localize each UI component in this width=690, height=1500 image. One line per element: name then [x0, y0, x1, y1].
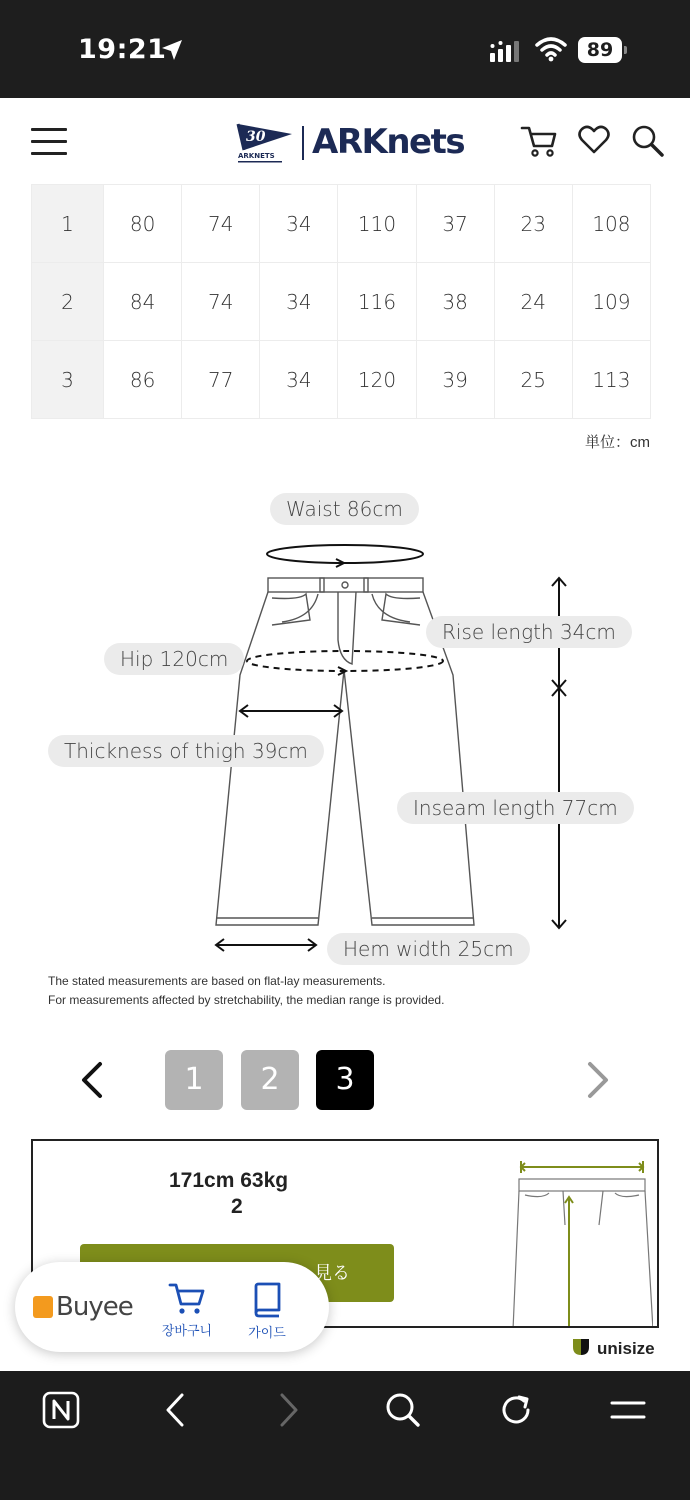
- size-label-cell: 1: [32, 185, 104, 263]
- unisize-brand[interactable]: [571, 1337, 655, 1359]
- rise-length-label: Rise length 34cm: [426, 616, 632, 648]
- cart-icon[interactable]: [520, 124, 558, 158]
- page-button-2[interactable]: 2: [241, 1050, 299, 1110]
- cart-icon: [168, 1282, 206, 1316]
- heart-icon[interactable]: [578, 124, 610, 156]
- back-icon[interactable]: [162, 1391, 188, 1429]
- cell-signal-icon: [490, 40, 524, 62]
- status-time: 19:21: [78, 34, 167, 65]
- table-cell: 34: [260, 263, 338, 341]
- chevron-right-icon[interactable]: [584, 1060, 614, 1100]
- size-label-cell: 2: [32, 263, 104, 341]
- chevron-left-icon[interactable]: [76, 1060, 106, 1100]
- status-bar: [0, 0, 690, 98]
- hamburger-menu-icon[interactable]: [31, 128, 67, 156]
- table-cell: 39: [416, 341, 494, 419]
- measurement-note-1: The stated measurements are based on flat-lay measurements.: [48, 974, 386, 988]
- book-icon: [251, 1282, 283, 1318]
- table-cell: 24: [494, 263, 572, 341]
- hip-label: Hip 120cm: [104, 643, 244, 675]
- table-row: [32, 185, 651, 263]
- size-label-cell: 3: [32, 341, 104, 419]
- page-button-1[interactable]: 1: [165, 1050, 223, 1110]
- buyee-widget: [15, 1262, 329, 1352]
- buyee-bag-icon: [33, 1296, 53, 1318]
- table-cell: 109: [572, 263, 650, 341]
- battery-indicator: 89: [578, 37, 622, 63]
- arknets-logo[interactable]: [234, 118, 464, 168]
- table-cell: 38: [416, 263, 494, 341]
- menu-icon[interactable]: [609, 1391, 647, 1429]
- table-cell: 74: [182, 263, 260, 341]
- refresh-icon[interactable]: [497, 1391, 535, 1429]
- buyee-guide-button[interactable]: 가이드: [235, 1282, 299, 1341]
- site-header: [0, 98, 690, 186]
- unisize-brand-text: unisize: [597, 1339, 655, 1358]
- table-cell: 108: [572, 185, 650, 263]
- anniversary-flag-icon: [234, 120, 300, 166]
- table-cell: 25: [494, 341, 572, 419]
- table-cell: 110: [338, 185, 416, 263]
- table-cell: 77: [182, 341, 260, 419]
- pants-thumbnail-icon: [503, 1155, 653, 1328]
- logo-text: ARKnets: [312, 122, 465, 162]
- search-icon[interactable]: [384, 1391, 422, 1429]
- table-row: [32, 341, 651, 419]
- logo-separator: [302, 126, 304, 160]
- table-cell: 34: [260, 341, 338, 419]
- measurement-diagram: [0, 480, 690, 980]
- page-button-3[interactable]: 3: [316, 1050, 374, 1110]
- thigh-label: Thickness of thigh 39cm: [48, 735, 324, 767]
- table-cell: 34: [260, 185, 338, 263]
- buyee-cart-button[interactable]: 장바구니: [155, 1282, 219, 1339]
- pants-diagram: [0, 480, 690, 980]
- browser-toolbar: [0, 1371, 690, 1500]
- table-cell: 113: [572, 341, 650, 419]
- unisize-logo-icon: [571, 1337, 591, 1357]
- forward-icon[interactable]: [276, 1391, 302, 1429]
- waist-label: Waist 86cm: [270, 493, 419, 525]
- inseam-length-label: Inseam length 77cm: [397, 792, 634, 824]
- search-icon[interactable]: [631, 124, 665, 158]
- size-table: [31, 184, 651, 419]
- location-arrow-icon: [160, 38, 184, 62]
- table-cell: 74: [182, 185, 260, 263]
- naver-home-icon[interactable]: [42, 1391, 80, 1429]
- hem-width-label: Hem width 25cm: [327, 933, 530, 965]
- table-row: [32, 263, 651, 341]
- table-cell: 116: [338, 263, 416, 341]
- table-cell: 80: [104, 185, 182, 263]
- table-cell: 86: [104, 341, 182, 419]
- recommended-size: 2: [231, 1195, 243, 1218]
- unit-note: 単位：cm: [585, 434, 650, 451]
- unisize-view-button[interactable]: 見る: [80, 1244, 394, 1302]
- body-measurements: 171cm 63kg: [169, 1169, 289, 1192]
- svg-text:30: 30: [246, 129, 266, 145]
- svg-text:ARKNETS: ARKNETS: [238, 152, 275, 160]
- table-cell: 37: [416, 185, 494, 263]
- table-cell: 120: [338, 341, 416, 419]
- table-cell: 23: [494, 185, 572, 263]
- buyee-logo[interactable]: Buyee: [33, 1292, 133, 1322]
- measurement-note-2: For measurements affected by stretchability, the median range is provided.: [48, 993, 445, 1007]
- table-cell: 84: [104, 263, 182, 341]
- wifi-icon: [535, 36, 567, 62]
